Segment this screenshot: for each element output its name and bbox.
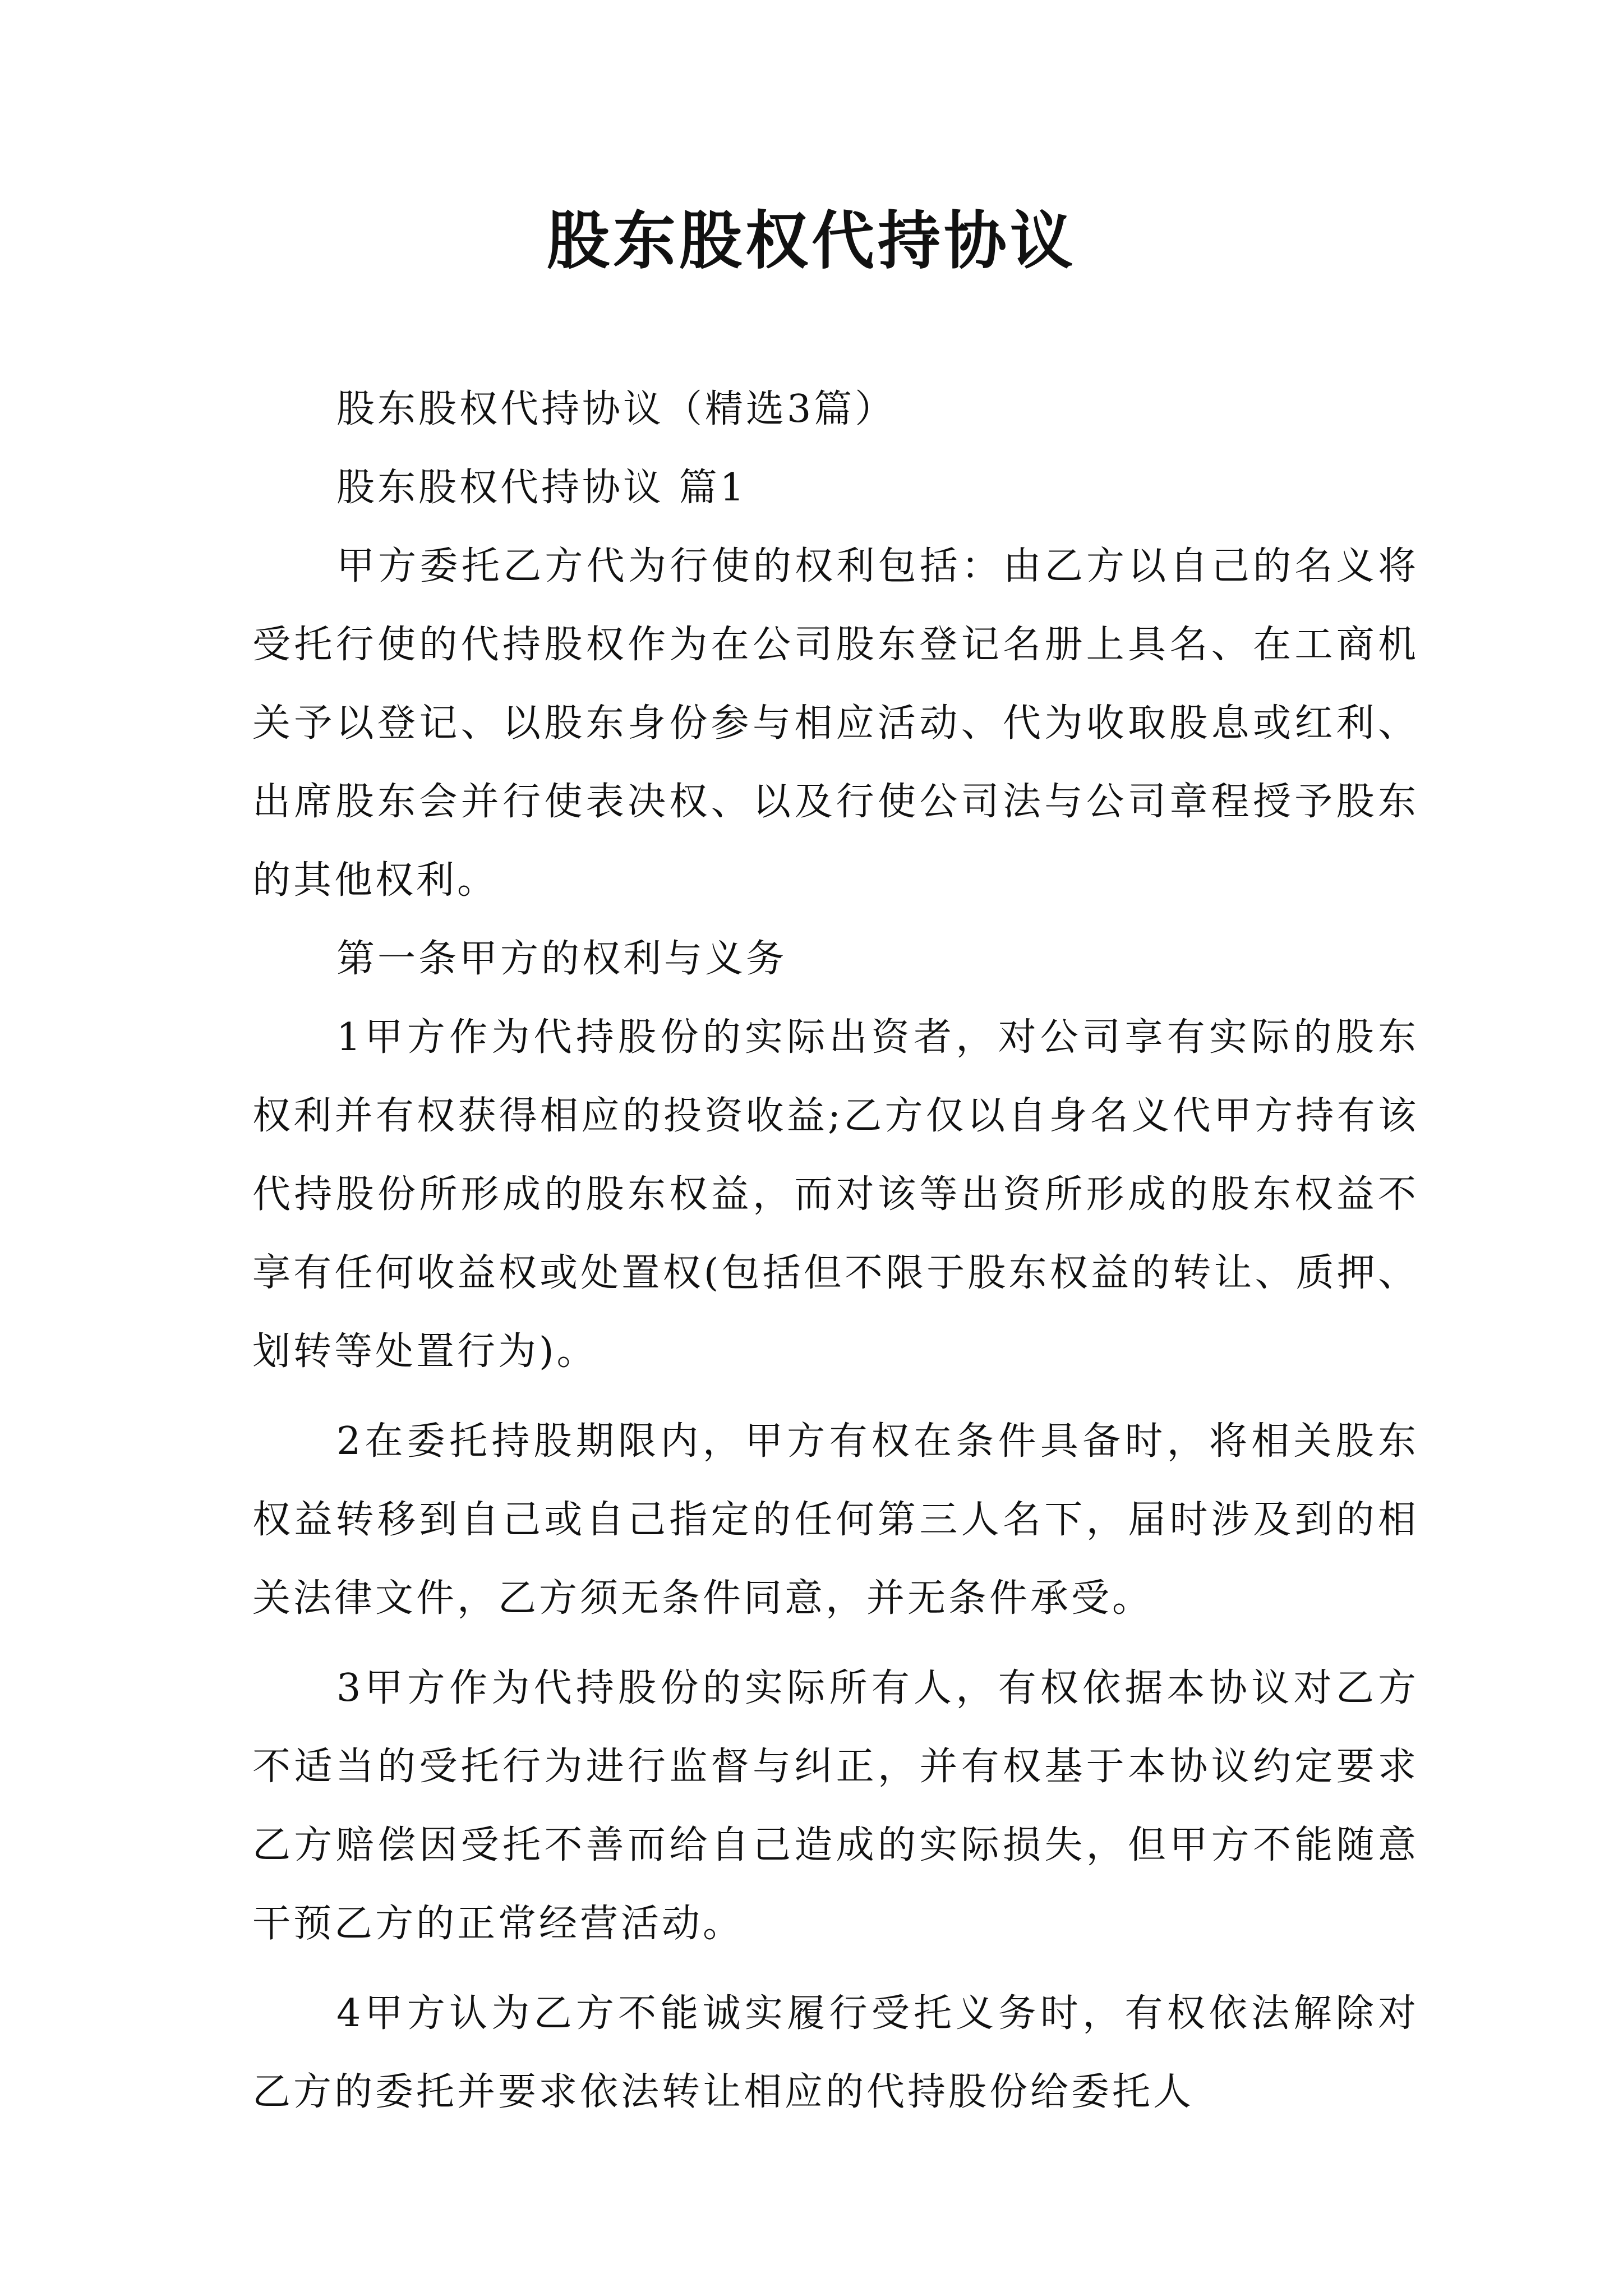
paragraph-clause-3: 3甲方作为代持股份的实际所有人，有权依据本协议对乙方不适当的受托行为进行监督与纠正，并有权基于本协议约定要求乙方赔偿因受托不善而给自己造成的实际损失，但甲方不能随意干预乙方的正常经营活动。 <box>252 1666 1419 1946</box>
paragraph-clause-4: 4甲方认为乙方不能诚实履行受托义务时，有权依法解除对乙方的委托并要求依法转让相应的代持股份给委托人 <box>252 1991 1419 2114</box>
document-body <box>252 370 1419 2132</box>
paragraph-subtitle: 股东股权代持协议（精选3篇） <box>336 387 896 431</box>
paragraph-article-1-heading: 第一条甲方的权利与义务 <box>336 937 787 981</box>
paragraph-rights-scope: 甲方委托乙方代为行使的权利包括：由乙方以自己的名义将受托行使的代持股权作为在公司股东登记名册上具名、在工商机关予以登记、以股东身份参与相应活动、代为收取股息或红利、出席股东会并行使表决权、以及行使公司法与公司章程授予股东的其他权利。 <box>252 544 1419 903</box>
paragraph-clause-1: 1甲方作为代持股份的实际出资者，对公司享有实际的股东权利并有权获得相应的投资收益;乙方仅以自身名义代甲方持有该代持股份所形成的股东权益，而对该等出资所形成的股东权益不享有任何收益权或处置权(包括但不限于股东权益的转让、质押、划转等处置行为)。 <box>252 1015 1419 1374</box>
document-title: 股东股权代持协议 <box>547 204 1076 278</box>
paragraph-section-heading: 股东股权代持协议 篇1 <box>336 466 747 510</box>
paragraph-clause-2: 2在委托持股期限内，甲方有权在条件具备时，将相关股东权益转移到自己或自己指定的任何第三人名下，届时涉及到的相关法律文件，乙方须无条件同意，并无条件承受。 <box>252 1419 1419 1621</box>
